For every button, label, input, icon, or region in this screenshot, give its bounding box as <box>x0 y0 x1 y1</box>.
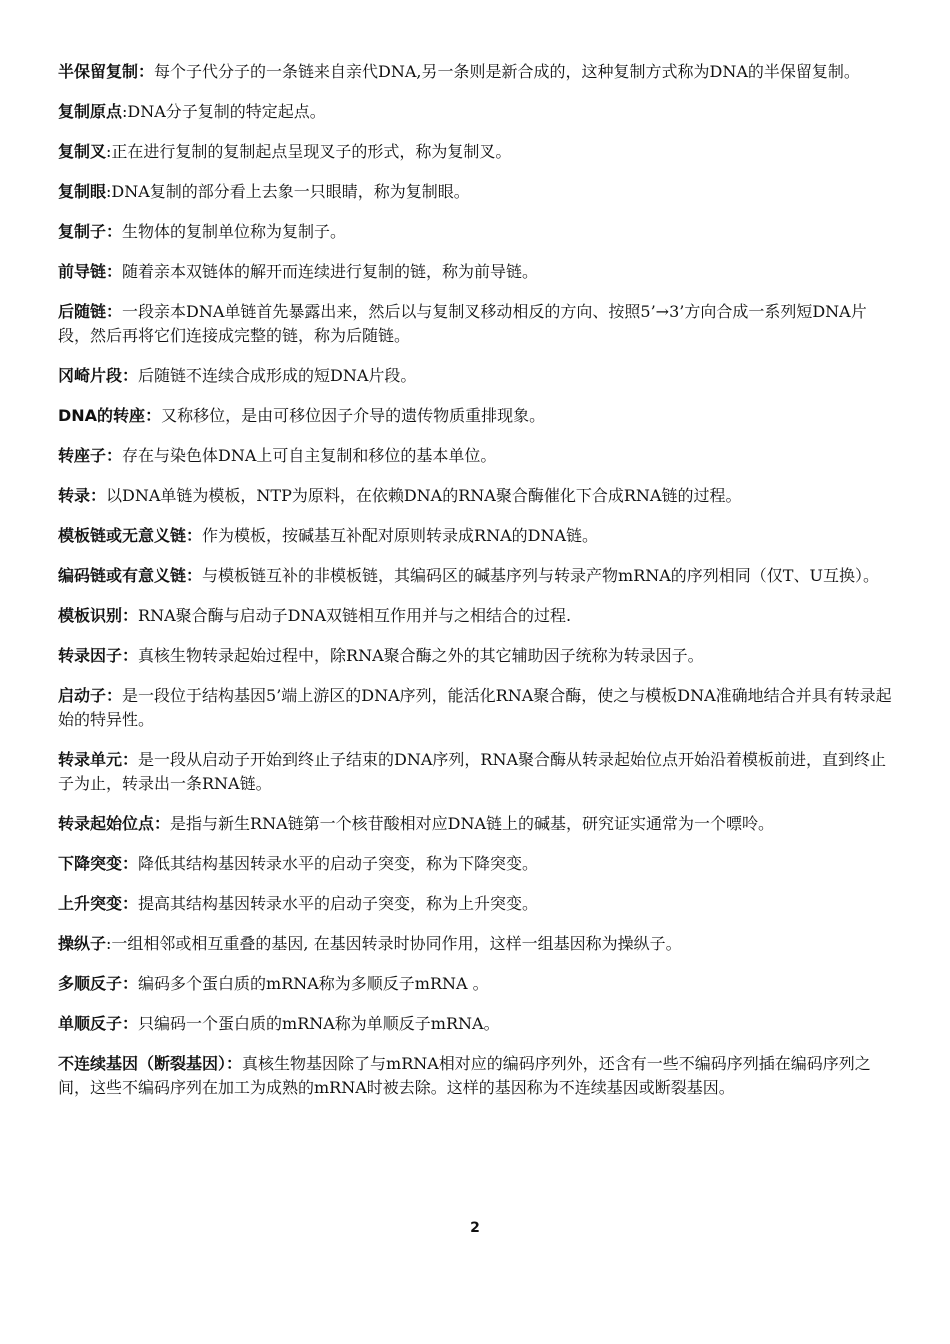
entry-definition: DNA复制的部分看上去象一只眼睛，称为复制眼。 <box>111 182 470 201</box>
glossary-entry <box>58 852 894 876</box>
glossary-entry <box>58 444 894 468</box>
glossary-entry <box>58 524 894 548</box>
entry-separator: : <box>122 102 128 121</box>
entry-term: 启动子 <box>58 686 107 705</box>
entry-term: 后随链 <box>58 302 107 321</box>
entry-definition: 又称移位，是由可移位因子介导的遗传物质重排现象。 <box>161 406 546 425</box>
entry-term: 操纵子 <box>58 934 107 953</box>
entry-term: 转录因子 <box>58 646 123 665</box>
entry-definition: 随着亲本双链体的解开而连续进行复制的链，称为前导链。 <box>122 262 539 281</box>
entry-separator: ： <box>106 446 123 465</box>
entry-definition: 是一段从启动子开始到终止子结束的DNA序列，RNA聚合酶从转录起始位点开始沿着模板前进，直到终止子为止，转录出一条RNA链。 <box>58 750 887 793</box>
glossary-entry <box>58 220 894 244</box>
entry-separator: ： <box>106 302 123 321</box>
entry-term: 不连续基因（断裂基因） <box>58 1054 227 1073</box>
entry-term: 模板链或无意义链 <box>58 526 187 545</box>
entry-term: 复制眼 <box>58 182 107 201</box>
glossary-entry <box>58 812 894 836</box>
entry-term: 模板识别 <box>58 606 123 625</box>
entry-term: 转录单元 <box>58 750 123 769</box>
entry-definition: 是一段位于结构基因5’端上游区的DNA序列，能活化RNA聚合酶，使之与模板DNA准确地结合并具有转录起始的特异性。 <box>58 686 892 729</box>
glossary-entry <box>58 300 894 348</box>
entry-term: 复制子 <box>58 222 107 241</box>
glossary-entry <box>58 404 894 428</box>
glossary-entry <box>58 484 894 508</box>
entry-definition: 编码多个蛋白质的mRNA称为多顺反子mRNA 。 <box>138 974 489 993</box>
entry-separator: ： <box>122 366 139 385</box>
page-number: 2 <box>470 1220 480 1236</box>
glossary-entry <box>58 100 894 124</box>
entry-separator: ： <box>122 894 139 913</box>
entry-separator: ： <box>122 1014 139 1033</box>
entry-definition: 一段亲本DNA单链首先暴露出来，然后以与复制叉移动相反的方向、按照5’→3’方向合成一系列短DNA片段，然后再将它们连接成完整的链，称为后随链。 <box>58 302 867 345</box>
entry-definition: 正在进行复制的复制起点呈现叉子的形式，称为复制叉。 <box>111 142 512 161</box>
glossary-entry <box>58 564 894 588</box>
entry-definition: 每个子代分子的一条链来自亲代DNA,另一条则是新合成的，这种复制方式称为DNA的半保留复制。 <box>154 62 860 81</box>
entry-definition: 以DNA单链为模板，NTP为原料，在依赖DNA的RNA聚合酶催化下合成RNA链的过程。 <box>106 486 742 505</box>
entry-definition: 生物体的复制单位称为复制子。 <box>122 222 347 241</box>
entry-term: 转录起始位点 <box>58 814 155 833</box>
document-body <box>58 60 894 1116</box>
glossary-entry <box>58 604 894 628</box>
entry-separator: ： <box>122 606 139 625</box>
entry-separator: : <box>106 182 112 201</box>
glossary-entry <box>58 644 894 668</box>
entry-term: 冈崎片段 <box>58 366 123 385</box>
glossary-entry <box>58 1052 894 1100</box>
entry-term: 编码链或有意义链 <box>58 566 187 585</box>
entry-definition: 一组相邻或相互重叠的基因, 在基因转录时协同作用，这样一组基因称为操纵子。 <box>111 934 682 953</box>
entry-term: DNA的转座 <box>58 406 146 425</box>
entry-separator: ： <box>106 222 123 241</box>
glossary-entry <box>58 260 894 284</box>
entry-definition: 后随链不连续合成形成的短DNA片段。 <box>138 366 417 385</box>
entry-separator: ： <box>154 814 171 833</box>
entry-term: 上升突变 <box>58 894 123 913</box>
entry-term: 半保留复制 <box>58 62 139 81</box>
entry-definition: 降低其结构基因转录水平的启动子突变，称为下降突变。 <box>138 854 539 873</box>
entry-separator: ： <box>226 1054 243 1073</box>
entry-separator: ： <box>186 566 203 585</box>
entry-definition: 只编码一个蛋白质的mRNA称为单顺反子mRNA。 <box>138 1014 500 1033</box>
glossary-entry <box>58 932 894 956</box>
entry-separator: ： <box>106 262 123 281</box>
entry-definition: 与模板链互补的非模板链，其编码区的碱基序列与转录产物mRNA的序列相同（仅T、U互换）。 <box>202 566 879 585</box>
entry-separator: ： <box>122 646 139 665</box>
entry-definition: 真核生物基因除了与mRNA相对应的编码序列外，还含有一些不编码序列插在编码序列之间，这些不编码序列在加工为成熟的mRNA时被去除。这样的基因称为不连续基因或断裂基因。 <box>58 1054 871 1097</box>
entry-definition: 真核生物转录起始过程中，除RNA聚合酶之外的其它辅助因子统称为转录因子。 <box>138 646 704 665</box>
entry-definition: RNA聚合酶与启动子DNA双链相互作用并与之相结合的过程. <box>138 606 572 625</box>
entry-definition: 提高其结构基因转录水平的启动子突变，称为上升突变。 <box>138 894 539 913</box>
entry-separator: ： <box>122 854 139 873</box>
glossary-entry <box>58 180 894 204</box>
glossary-entry <box>58 972 894 996</box>
entry-term: 转座子 <box>58 446 107 465</box>
entry-separator: : <box>106 934 112 953</box>
entry-separator: ： <box>90 486 107 505</box>
entry-separator: ： <box>186 526 203 545</box>
entry-term: 多顺反子 <box>58 974 123 993</box>
entry-term: 前导链 <box>58 262 107 281</box>
glossary-entry <box>58 748 894 796</box>
entry-definition: 是指与新生RNA链第一个核苷酸相对应DNA链上的碱基，研究证实通常为一个嘌呤。 <box>170 814 775 833</box>
entry-separator: ： <box>138 62 155 81</box>
entry-term: 复制原点 <box>58 102 123 121</box>
entry-term: 下降突变 <box>58 854 123 873</box>
glossary-entry <box>58 60 894 84</box>
glossary-entry <box>58 892 894 916</box>
entry-term: 复制叉 <box>58 142 107 161</box>
glossary-entry <box>58 140 894 164</box>
entry-term: 单顺反子 <box>58 1014 123 1033</box>
entry-separator: ： <box>122 750 139 769</box>
entry-separator: ： <box>145 406 162 425</box>
glossary-entry <box>58 364 894 388</box>
glossary-entry <box>58 684 894 732</box>
entry-term: 转录 <box>58 486 91 505</box>
entry-definition: DNA分子复制的特定起点。 <box>127 102 326 121</box>
glossary-entry <box>58 1012 894 1036</box>
entry-separator: ： <box>122 974 139 993</box>
entry-definition: 作为模板，按碱基互补配对原则转录成RNA的DNA链。 <box>202 526 599 545</box>
entry-definition: 存在与染色体DNA上可自主复制和移位的基本单位。 <box>122 446 497 465</box>
entry-separator: ： <box>106 686 123 705</box>
entry-separator: : <box>106 142 112 161</box>
